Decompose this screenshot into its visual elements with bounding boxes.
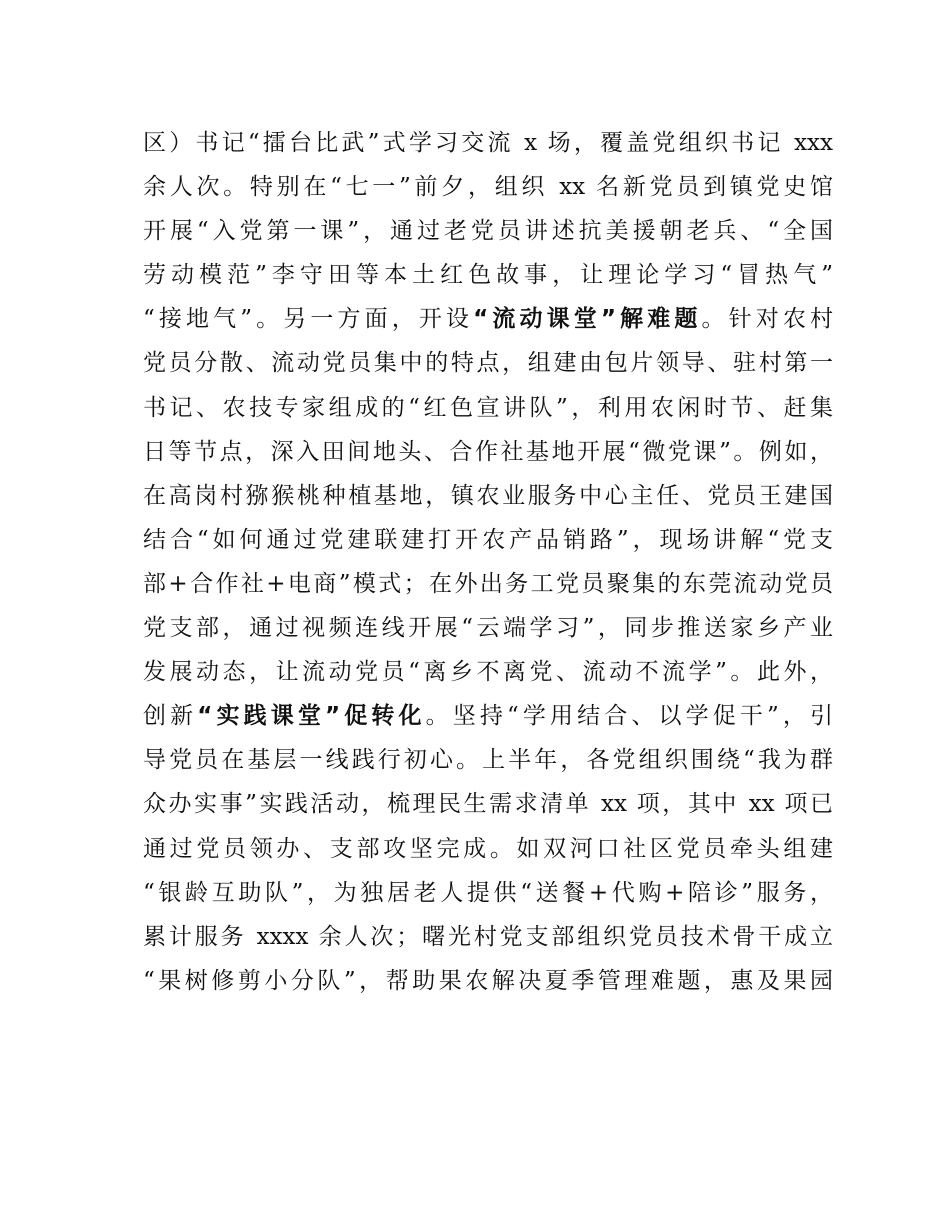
text-line: 部+合作社+电商”模式；在外出务工党员聚集的东莞流动党员 (143, 570, 833, 597)
text-line: 党员分散、流动党员集中的特点，组建由包片领导、驻村第一 (143, 350, 833, 377)
text-line: 在高岗村猕猴桃种植基地，镇农业服务中心主任、党员王建国 (143, 482, 833, 509)
text-line: 党支部，通过视频连线开展“云端学习”，同步推送家乡产业 (143, 615, 833, 642)
text-line: “果树修剪小分队”，帮助果农解决夏季管理难题，惠及果园 (143, 967, 833, 994)
text-line: 通过党员领办、支部攻坚完成。如双河口社区党员牵头组建 (143, 835, 833, 862)
text-run: 。针对农村 (701, 306, 833, 333)
text-line: 区）书记“擂台比武”式学习交流 x 场，覆盖党组织书记 xxx (143, 130, 833, 156)
text-line: “银龄互助队”，为独居老人提供“送餐+代购+陪诊”服务， (143, 879, 833, 906)
text-run: 。坚持“学用结合、以学促干”，引 (425, 703, 833, 730)
text-line (143, 297, 833, 341)
text-line: 开展“入党第一课”，通过老党员讲述抗美援朝老兵、“全国 (143, 218, 833, 245)
bold-heading: “流动课堂”解难题 (473, 306, 702, 333)
text-line (143, 694, 833, 738)
text-run: “接地气”。另一方面，开设 (143, 306, 474, 333)
text-line: 发展动态，让流动党员“离乡不离党、流动不流学”。此外， (143, 659, 833, 686)
text-line: 导党员在基层一线践行初心。上半年，各党组织围绕“我为群 (143, 747, 833, 774)
text-run: 创新 (143, 703, 198, 730)
text-line: 劳动模范”李守田等本土红色故事，让理论学习“冒热气” (143, 262, 833, 289)
text-line: 书记、农技专家组成的“红色宣讲队”，利用农闲时节、赶集 (143, 394, 833, 421)
body-text (143, 121, 833, 1003)
text-line: 余人次。特别在“七一”前夕，组织 xx 名新党员到镇党史馆 (143, 174, 833, 201)
text-line: 日等节点，深入田间地头、合作社基地开展“微党课”。例如， (143, 438, 833, 465)
text-line: 结合“如何通过党建联建打开农产品销路”，现场讲解“党支 (143, 526, 833, 553)
text-line: 累计服务 xxxx 余人次；曙光村党支部组织党员技术骨干成立 (143, 923, 833, 950)
text-line: 众办实事”实践活动，梳理民生需求清单 xx 项，其中 xx 项已 (143, 791, 833, 818)
bold-heading: “实践课堂”促转化 (197, 703, 426, 730)
